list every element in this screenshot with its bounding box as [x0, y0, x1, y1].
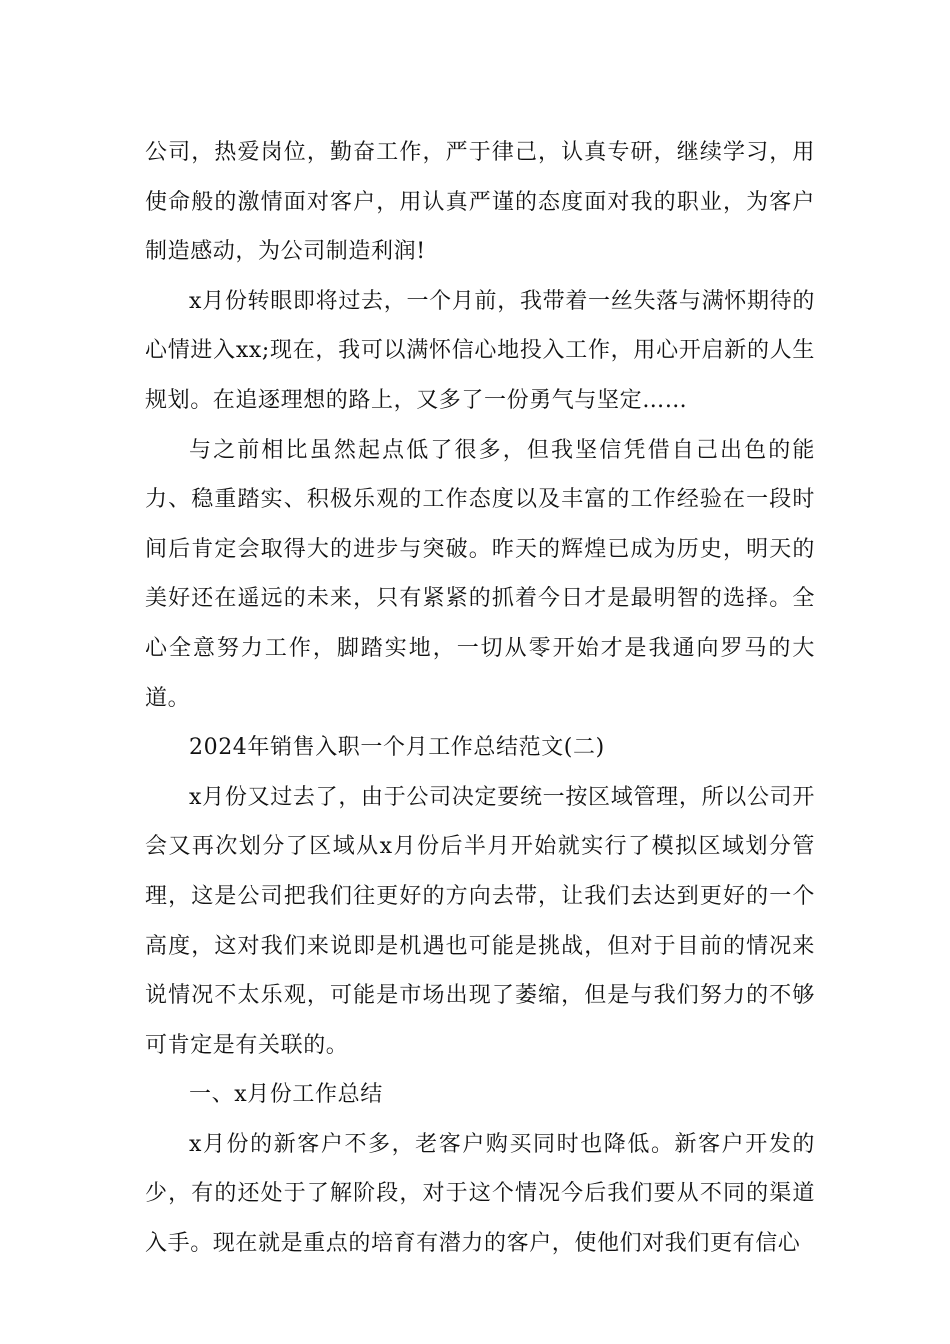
paragraph-confidence: 与之前相比虽然起点低了很多，但我坚信凭借自己出色的能力、稳重踏实、积极乐观的工作态度以及丰富的工作经验在一段时间后肯定会取得大的进步与突破。昨天的辉煌已成为历史，明天的美好还在遥远的未来，只有紧紧的抓着今日才是最明智的选择。全心全意努力工作，脚踏实地，一切从零开始才是我通向罗马的大道。 [145, 437, 815, 711]
document-body [145, 128, 815, 1269]
paragraph-month-passing: x月份转眼即将过去，一个月前，我带着一丝失落与满怀期待的心情进入xx;现在，我可以满怀信心地投入工作，用心开启新的人生规划。在追逐理想的路上，又多了一份勇气与坚定…… [145, 288, 815, 413]
paragraph-continuation: 公司，热爱岗位，勤奋工作，严于律己，认真专研，继续学习，用使命般的激情面对客户，用认真严谨的态度面对我的职业，为客户制造感动，为公司制造利润! [145, 140, 815, 265]
section-title-sample-two: 2024年销售入职一个月工作总结范文(二) [189, 735, 605, 761]
paragraph-regional-management: x月份又过去了，由于公司决定要统一按区域管理，所以公司开会又再次划分了区域从x月份后半月开始就实行了模拟区域划分管理，这是公司把我们往更好的方向去带，让我们去达到更好的一个高度，这对我们来说即是机遇也可能是挑战，但对于目前的情况来说情况不太乐观，可能是市场出现了萎缩，但是与我们努力的不够可肯定是有关联的。 [145, 784, 815, 1058]
paragraph-new-customers: x月份的新客户不多，老客户购买同时也降低。新客户开发的少，有的还处于了解阶段，对于这个情况今后我们要从不同的渠道入手。现在就是重点的培育有潜力的客户，使他们对我们更有信心 [145, 1131, 815, 1257]
section-heading-monthly-summary: 一、x月份工作总结 [189, 1082, 383, 1108]
